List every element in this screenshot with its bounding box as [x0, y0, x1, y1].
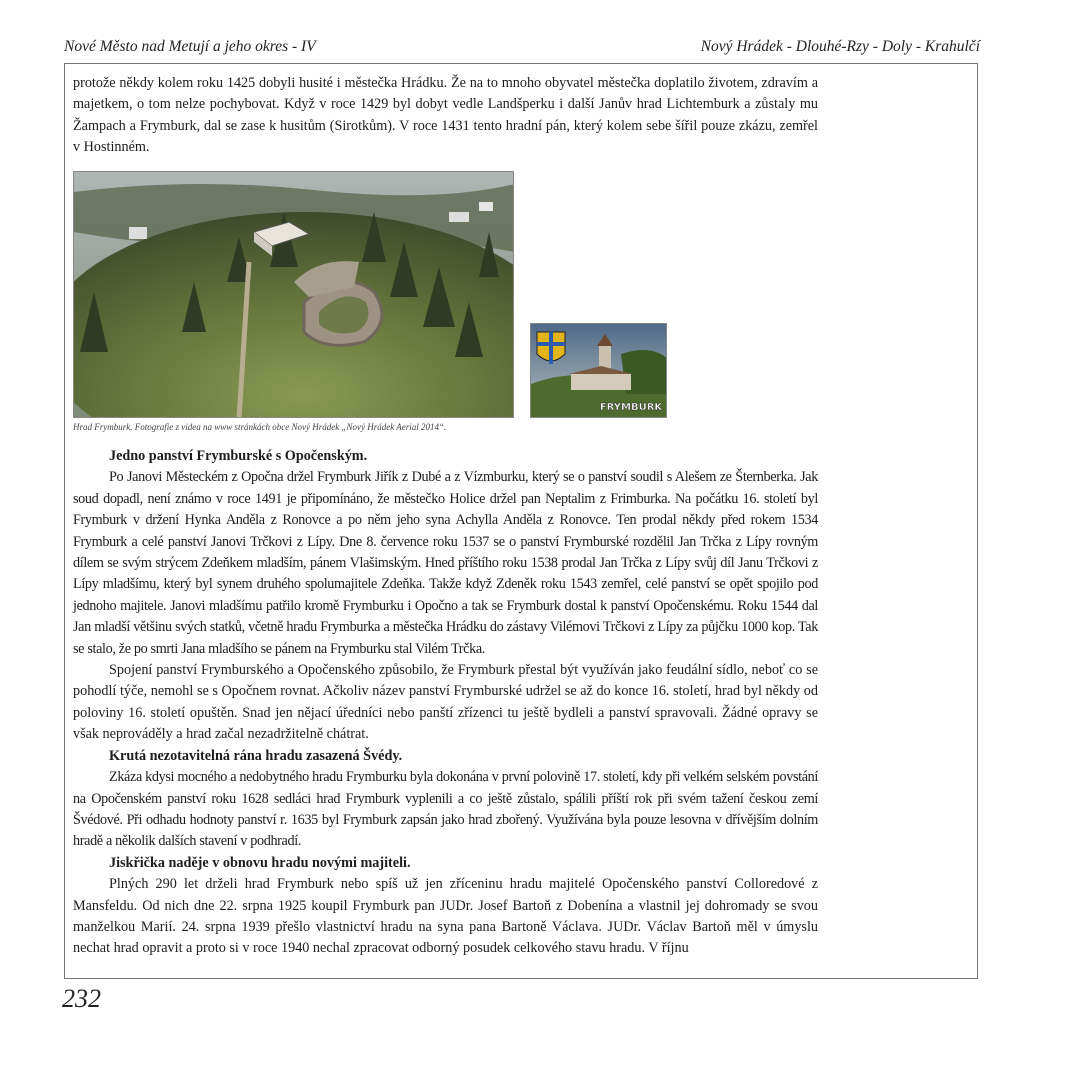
intro-text-block: [73, 73, 818, 159]
section-heading-2: Krutá nezotavitelná rána hradu zasazená Švédy.: [109, 747, 403, 764]
image-caption: Hrad Frymburk. Fotografie z videa na www stránkách obce Nový Hrádek „Nový Hrádek Aerial 2014“.: [73, 422, 447, 432]
section1-paragraph-1: Po Janovi Městeckém z Opočna držel Frymburk Jiřík z Dubé a z Vízmburku, který se o panství soudil s Alešem ze Šternberka. Jak soud dopadl, není známo v roce 1491 je připomínáno, že městečko Holice držel pan Neptalim z Frimburka. Na počátku 16. století byl Frymburk v držení Hynka Anděla z Ronovce a po něm jeho syna Achylla Anděla z Ronovce. Ten prodal někdy před rokem 1534 Frymburk a celé panství Janovi Trčkovi z Lípy. Dne 8. července roku 1537 se o panství Frymburské rozdělil Jan Trčka z Lípy rovným dílem se svým strýcem Zdeňkem mladším, pánem Vlašimským. Hned příštího roku 1538 prodal Jan Trčka z Lípy svůj díl Janu Trčkovi z Lípy mladšímu, který byl synem druhého spolumajitele Zdeňka. Takže když Zdeněk roku 1543 zemřel, celé panství se opět spojilo pod jednoho majitele. Janovi mladšímu patřilo kromě Frymburku i Opočno a tak se Frymburk dostal k panství Opočenskému. Roku 1544 dal Jan mladší většinu svých statků, včetně hradu Frymburka a městečka Hrádku do zástavy Vilémovi Trčkovi z Lípy za půjčku 1000 kop. Tak se stalo, že po smrti Jana mladšího se pánem na Frymburku stal Vilém Trčka.: [73, 469, 818, 657]
section-heading-1: Jedno panství Frymburské s Opočenským.: [109, 448, 368, 464]
main-text-block: [73, 446, 818, 960]
running-header-right: Nový Hrádek - Dlouhé-Rzy - Doly - Krahulčí: [700, 38, 980, 55]
section-heading-3: Jiskřička naděje v obnovu hradu novými majiteli.: [109, 854, 411, 871]
page-number: 232: [62, 984, 101, 1013]
castle-thumbnail-image: [530, 323, 667, 418]
intro-paragraph: protože někdy kolem roku 1425 dobyli husité i městečka Hrádku. Že na to mnoho obyvatel městečka doplatilo životem, zdravím a majetkem, o tom nelze pochybovat. Když v roce 1429 byl dobyt vedle Landšperku i další Janův hrad Lichtemburk a zůstaly mu Žampach a Frymburk, dal se zase k husitům (Sirotkům). V roce 1431 tento hradní pán, který kolem sebe šířil pouze zkázu, zemřel v Hostinném.: [73, 75, 818, 156]
section2-paragraph-1: Zkáza kdysi mocného a nedobytného hradu Frymburku byla dokonána v první polovině 17. století, kdy při velkém selském povstání na Opočenském panství roku 1628 sedláci hrad Frymburk vyplenili a co ještě zůstalo, spálili příští rok při svém tažení českou zemí Švédové. Při odhadu hodnoty panství r. 1635 byl Frymburk zapsán jako hrad zbořený. Využívána byla pouze lesovna v dřívějším dolním hradě a několik dalších stavení v podhradí.: [73, 769, 818, 850]
thumbnail-label: FRYMBURK: [599, 402, 663, 413]
section1-paragraph-2: Spojení panství Frymburského a Opočenského způsobilo, že Frymburk přestal být využíván jako feudální sídlo, neboť co se pohodlí týče, nemohl se s Opočnem rovnat. Ačkoliv název panství Frymburské udržel se až do konce 16. století, hrad byl někdy od poloviny 16. století opuštěn. Snad jen nějací úředníci nebo panští zřízenci tu ještě bydleli a panství spravovali. Žádné opravy se však neprováděly a hrad začal nezadržitelně chátrat.: [73, 662, 818, 743]
running-header-left: Nové Město nad Metují a jeho okres - IV: [64, 38, 316, 55]
castle-aerial-photo: [73, 171, 514, 418]
section3-paragraph-1: Plných 290 let drželi hrad Frymburk nebo spíš už jen zříceninu hradu majitelé Opočenského panství Colloredové z Mansfeldu. Od nich dne 22. srpna 1925 koupil Frymburk pan JUDr. Josef Bartoň z Dobenína a vlastnil jej dohromady se svou manželkou Marií. 24. srpna 1939 přešlo vlastnictví hradu na syna pana Bartoně Václava. JUDr. Václav Bartoň měl v úmyslu nechat hrad opravit a proto si v roce 1940 nechal zpracovat odborný posudek celkového stavu hradu. V říjnu: [73, 876, 818, 957]
